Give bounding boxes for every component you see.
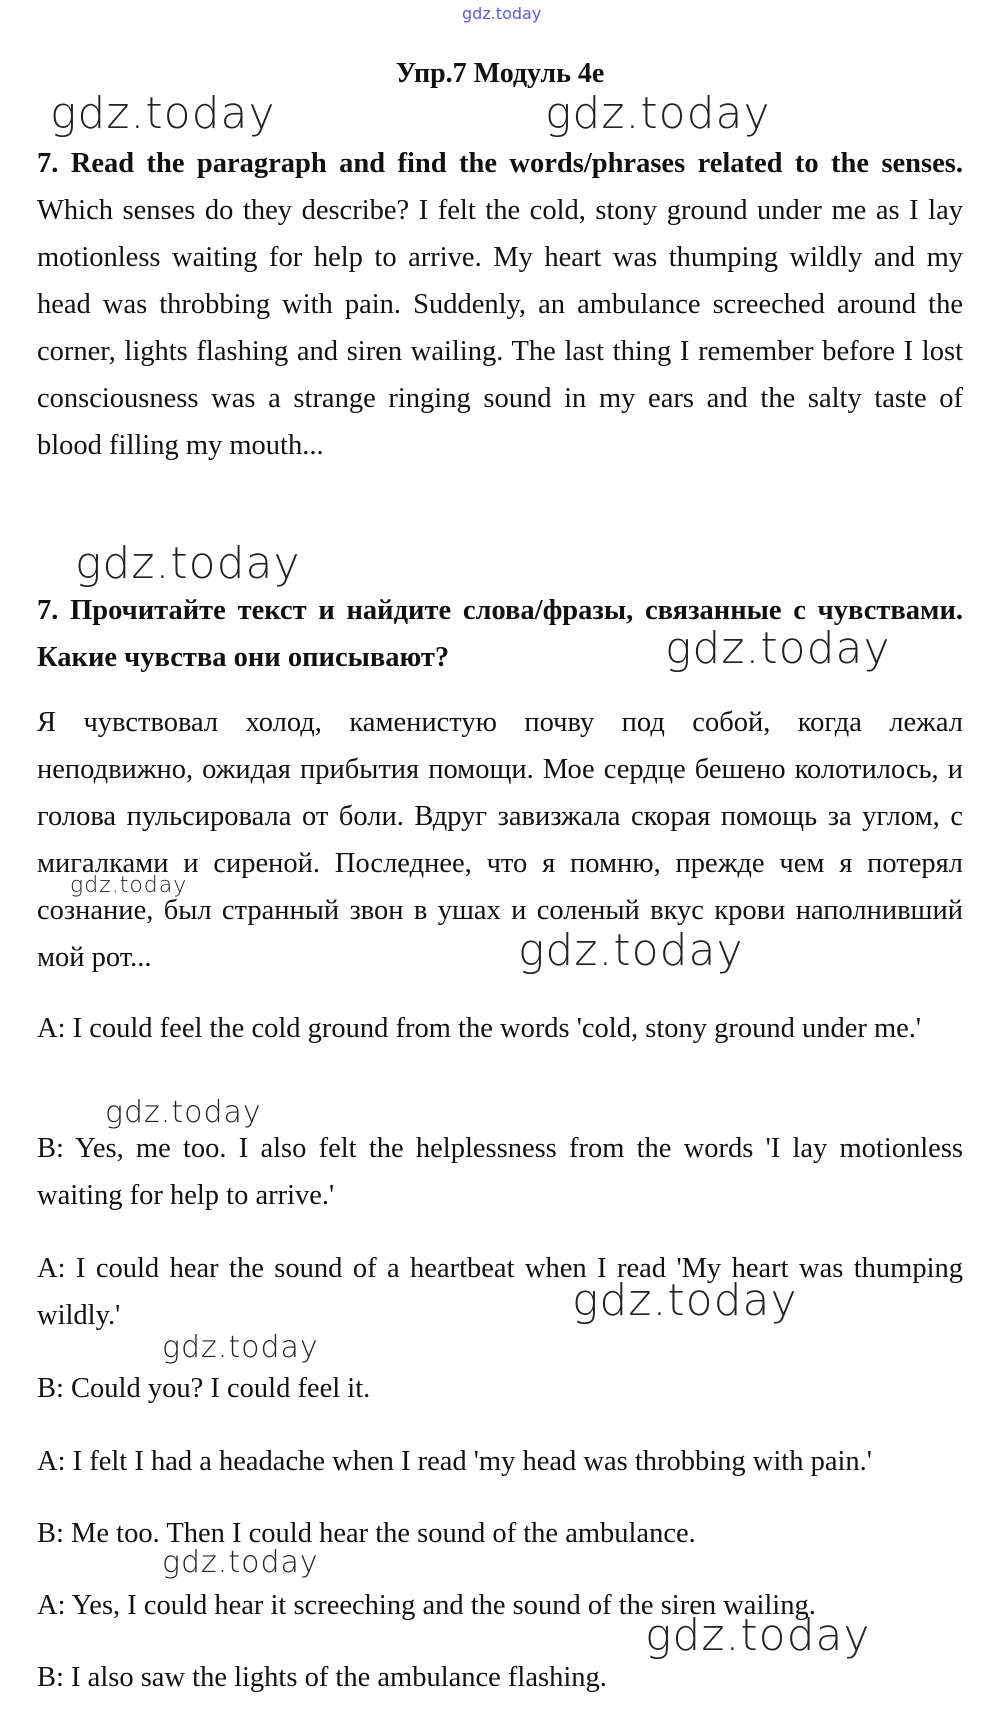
dialogue-line-4: B: Could you? I could feel it. [37, 1373, 371, 1404]
watermark: gdz.today [105, 1095, 262, 1130]
english-instruction: 7. Read the paragraph and find the words/phrases related to the senses. [37, 148, 963, 179]
dialogue-line-6: B: Me too. Then I could hear the sound of the ambulance. [37, 1518, 696, 1549]
dialogue-line-3: A: I could hear the sound of a heartbeat when I read 'My heart was thumping wildly.' [37, 1253, 963, 1331]
top-watermark: gdz.today [462, 4, 542, 23]
watermark: gdz.today [665, 623, 891, 674]
dialogue-line-2: B: Yes, me too. I also felt the helplessness from the words 'I lay motionless waiting for help to arrive.' [37, 1133, 963, 1211]
dialogue-line-8: B: I also saw the lights of the ambulance flashing. [37, 1662, 607, 1693]
watermark: gdz.today [75, 538, 301, 589]
russian-paragraph: Я чувствовал холод, каменистую почву под собой, когда лежал неподвижно, ожидая прибытия помощи. Мое сердце бешено колотилось, и голова пульсировала от боли. Вдруг завизжала скорая помощь за углом, с мигалками и сиреной. Последнее, что я помню, прежде чем я потерял сознание, был странный звон в ушах и соленый вкус крови наполнивший мой рот... [37, 707, 963, 973]
dialogue-line-5: A: I felt I had a headache when I read 'my head was throbbing with pain.' [37, 1446, 872, 1477]
watermark: gdz.today [70, 873, 188, 898]
russian-instruction: 7. Прочитайте текст и найдите слова/фразы, связанные с чувствами. Какие чувства они описывают? [37, 595, 963, 673]
watermark: gdz.today [162, 1545, 319, 1580]
dialogue-line-7: A: Yes, I could hear it screeching and the sound of the siren wailing. [37, 1590, 816, 1621]
watermark: gdz.today [518, 925, 744, 976]
watermark: gdz.today [645, 1610, 871, 1661]
dialogue-line-1: A: I could feel the cold ground from the words 'cold, stony ground under me.' [37, 1013, 922, 1044]
english-task [37, 140, 963, 469]
watermark: gdz.today [572, 1275, 798, 1326]
page-title: Упр.7 Модуль 4е [395, 58, 605, 89]
watermark: gdz.today [50, 88, 276, 139]
english-paragraph: I felt the cold, stony ground under me as I lay motionless waiting for help to arrive. My heart was thumping wildly and my head was throbbing with pain. Suddenly, an ambulance screeched around the corner, lights flashing and siren wailing. The last thing I remember before I lost consciousness was a strange ringing sound in my ears and the salty taste of blood filling my mouth... [37, 195, 963, 461]
watermark: gdz.today [162, 1330, 319, 1365]
watermark: gdz.today [545, 88, 771, 139]
english-question: Which senses do they describe? [37, 195, 410, 226]
